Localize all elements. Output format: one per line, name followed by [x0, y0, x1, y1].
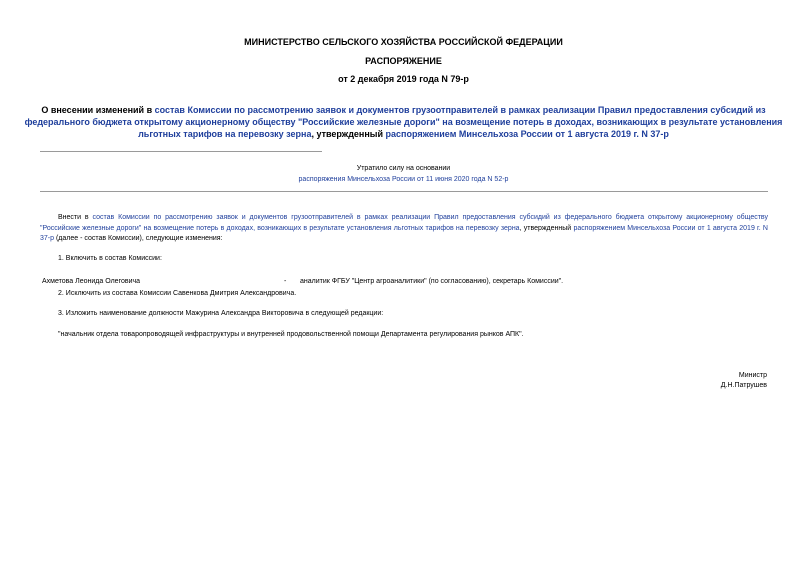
item-1: 1. Включить в состав Комиссии:: [58, 255, 162, 262]
intro-link-order[interactable]: распоряжением Минсельхоза России от 1 августа 2019 г. N 37-р: [40, 224, 768, 242]
item-2: 2. Исключить из состава Комиссии Савенкова Дмитрия Александровича.: [58, 290, 297, 297]
status-note-link[interactable]: распоряжения Минсельхоза России от 11 июня 2020 года N 52-р: [298, 176, 509, 183]
intro-suffix: (далее - состав Комиссии), следующие изменения:: [54, 235, 223, 242]
intro-link-commission[interactable]: состав Комиссии по рассмотрению заявок и документов грузоотправителей в рамках реализации Правил предоставления субсидий из федерального бюджета открытому акционерному обществу "Российские железные дороги" на возмещение потерь в доходах, возникающих в результате установления льготных тарифов на перевозку зерна: [40, 214, 768, 232]
document-type: РАСПОРЯЖЕНИЕ: [365, 56, 442, 66]
document-title: [20, 104, 787, 140]
member-name: Ахметова Леонида Олеговича: [42, 278, 141, 285]
quoted-position: "начальник отдела товаропроводящей инфраструктуры и внутренней продовольственной помощи Департамента регулирования рынков АПК".: [58, 331, 524, 338]
title-link-order[interactable]: распоряжением Минсельхоза России от 1 августа 2019 г. N 37-р: [385, 129, 669, 139]
body-intro-paragraph: [40, 213, 768, 245]
intro-prefix: Внести в: [58, 214, 93, 221]
signature-name: Д.Н.Патрушев: [720, 382, 767, 389]
document-date-number: от 2 декабря 2019 года N 79-р: [338, 74, 469, 84]
divider-top: [40, 151, 322, 152]
signature-position: Министр: [738, 372, 767, 379]
status-note-line1: Утратило силу на основании: [356, 165, 451, 172]
title-prefix: О внесении изменений в: [41, 105, 155, 115]
member-role: аналитик ФГБУ "Центр агроаналитики" (по согласованию), секретарь Комиссии".: [300, 278, 564, 285]
item-3: 3. Изложить наименование должности Мажурина Александра Викторовича в следующей редакции:: [58, 310, 384, 317]
member-dash: -: [284, 278, 287, 285]
title-link-commission[interactable]: состав Комиссии по рассмотрению заявок и документов грузоотправителей в рамках реализации Правил предоставления субсидий из федерального бюджета открытому акционерному обществу "Российские железные дороги" на возмещение потерь в доходах, возникающих в результате установления льготных тарифов на перевозку зерна: [24, 105, 783, 139]
ministry-heading: МИНИСТЕРСТВО СЕЛЬСКОГО ХОЗЯЙСТВА РОССИЙСКОЙ ФЕДЕРАЦИИ: [244, 37, 563, 47]
intro-middle: , утвержденный: [519, 224, 574, 232]
divider-bottom: [40, 191, 768, 192]
title-middle: , утвержденный: [311, 129, 386, 139]
